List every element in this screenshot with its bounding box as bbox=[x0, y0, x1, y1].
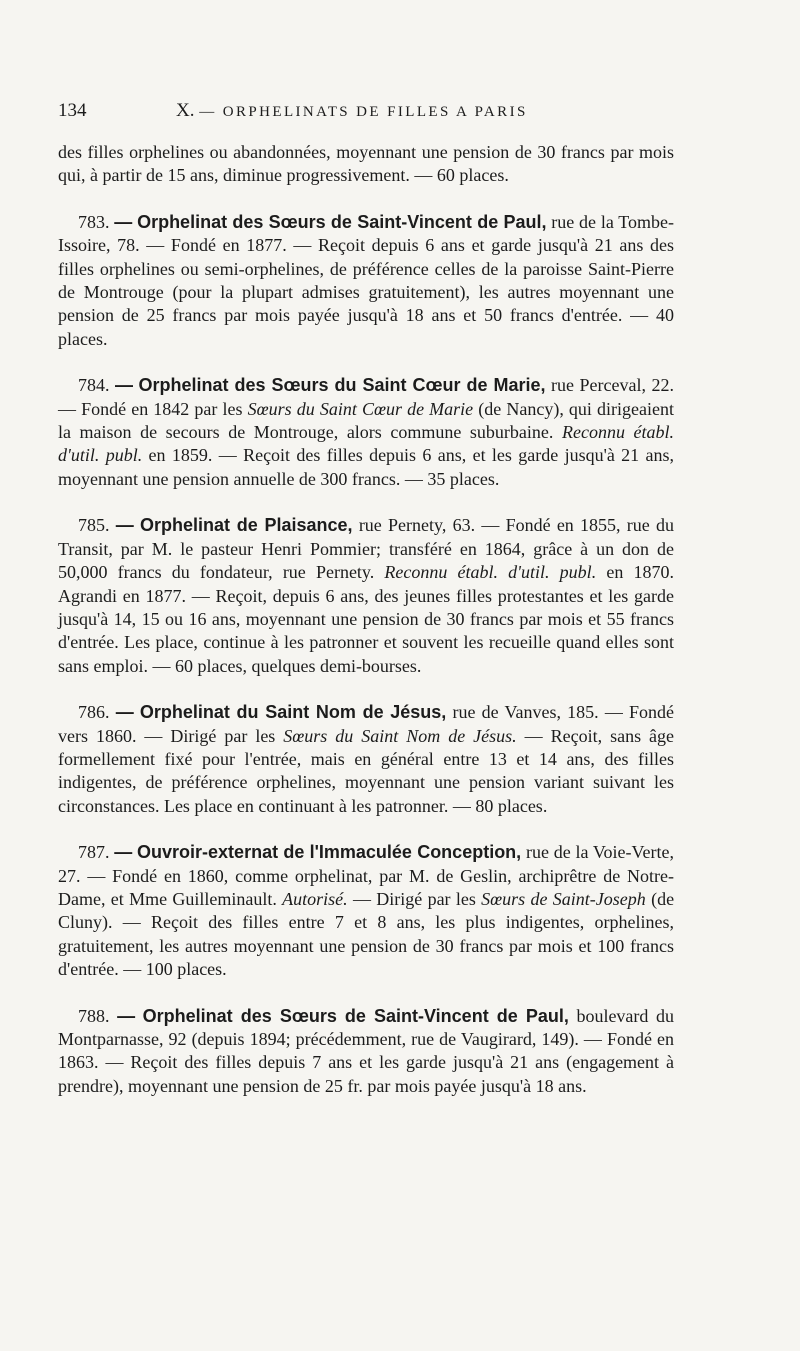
entry-title: Orphelinat du Saint Nom de Jésus, bbox=[139, 702, 447, 723]
entry-text: (de Nancy), qui dirigeaient la maison de secours de Montrouge, alors commune suburbaine. bbox=[58, 398, 675, 443]
entry-text: rue Pernety, 63. — Fondé en 1855, rue du Transit, par M. le pasteur Henri Pommier; transféré en 1864, grâce à un don de 50,000 francs du fondateur, rue Pernety. bbox=[58, 515, 675, 583]
entry-text: (de Cluny). — Reçoit des filles entre 7 et 8 ans, les plus indigentes, orphelines, gratuitement, les autres moyennant une pension de 30 francs par mois et 100 francs d'entrée. — 100 places. bbox=[58, 888, 675, 980]
page-number: 134 bbox=[58, 100, 87, 121]
running-header bbox=[58, 100, 672, 122]
entry-italic: Reconnu établ. d'util. publ. bbox=[384, 562, 597, 583]
page-body bbox=[58, 141, 674, 1098]
entry-title: Orphelinat de Plaisance, bbox=[140, 515, 353, 536]
entry-italic: Sœurs du Saint Cœur de Marie bbox=[247, 398, 474, 419]
intro-paragraph: des filles orphelines ou abandonnées, moyennant une pension de 30 francs par mois qui, à partir de 15 ans, diminue progressivement. — 60 places. bbox=[58, 142, 674, 186]
entry-title: Orphelinat des Sœurs de Saint-Vincent de Paul, bbox=[142, 1005, 569, 1026]
entry-dash: — bbox=[117, 1005, 136, 1026]
entry-italic: Autorisé. bbox=[282, 888, 348, 909]
entry-title: Orphelinat des Sœurs du Saint Cœur de Marie, bbox=[138, 375, 546, 396]
entry-dash: — bbox=[114, 211, 133, 232]
entry-number: 788. bbox=[78, 1005, 110, 1026]
entry-text: rue de la Voie-Verte, 27. — Fondé en 1860, comme orphelinat, par M. de Geslin, archiprêtre de Notre-Dame, et Mme Guilleminault. bbox=[58, 842, 675, 909]
entry-title: Ouvroir-externat de l'Immaculée Conception, bbox=[137, 842, 522, 863]
entry-text: en 1859. — Reçoit des filles depuis 6 ans, et les garde jusqu'à 21 ans, moyennant une pension annuelle de 300 francs. — 35 places. bbox=[58, 445, 674, 489]
entry-784 bbox=[58, 374, 674, 491]
entry-text: boulevard du Montparnasse, 92 (depuis 1894; précédemment, rue de Vaugirard, 149). — Fondé en 1863. — Reçoit des filles depuis 7 ans et les garde jusqu'à 21 ans (engagement à prendre), moyennant une pension de 25 fr. par mois payée jusqu'à 18 ans. bbox=[58, 1005, 674, 1096]
entry-italic: Reconnu établ. d'util. publ. bbox=[58, 422, 675, 466]
entry-number: 784. bbox=[78, 375, 110, 396]
entry-italic: Sœurs du Saint Nom de Jésus. bbox=[283, 725, 517, 746]
entry-dash: — bbox=[115, 375, 133, 396]
entry-number: 783. bbox=[78, 211, 110, 232]
entry-number: 786. bbox=[78, 702, 110, 723]
entry-dash: — bbox=[115, 702, 134, 723]
entry-text: rue de la Tombe-Issoire, 78. — Fondé en 1877. — Reçoit depuis 6 ans et garde jusqu'à 21 ans des filles orphelines ou semi-orphelines, de préférence celles de la paroisse Saint-Pierre de Montrouge (pour la plupart admises gratuitement), les autres moyennant une pension de 25 francs par mois payée jusqu'à 18 ans et 50 francs d'entrée. — 40 places. bbox=[58, 211, 674, 349]
entry-dash: — bbox=[115, 515, 134, 536]
entry-text: — Reçoit, sans âge formellement fixé pour l'entrée, mais en général entre 13 et 14 ans, des filles indigentes, de préférence orphelines, moyennant une pension variant suivant les circonstances. Les place en continuant à les patronner. — 80 places. bbox=[58, 725, 675, 816]
entry-788 bbox=[58, 1005, 674, 1099]
entry-783 bbox=[58, 211, 674, 351]
entry-text: rue Perceval, 22. — Fondé en 1842 par les bbox=[58, 375, 674, 419]
entry-text: en 1870. Agrandi en 1877. — Reçoit, depuis 6 ans, des jeunes filles protestantes et les garde jusqu'à 14, 15 ou 16 ans, moyennant une pension de 30 francs par mois et 55 francs d'entrée. Les place, continue à les patronner et souvent les recueille quand elles sont sans emploi. — 60 places, quelques demi-bourses. bbox=[58, 562, 674, 676]
entry-title: Orphelinat des Sœurs de Saint-Vincent de Paul, bbox=[137, 211, 547, 232]
entry-number: 785. bbox=[78, 515, 110, 536]
entry-text: — Dirigé par les bbox=[352, 888, 476, 909]
entry-dash: — bbox=[114, 842, 133, 863]
section-title: — ORPHELINATS DE FILLES A PARIS bbox=[199, 104, 528, 120]
entry-786 bbox=[58, 701, 674, 818]
entry-text: rue de Vanves, 185. — Fondé vers 1860. — Dirigé par les bbox=[58, 702, 675, 746]
entry-785 bbox=[58, 514, 674, 678]
entry-italic: Sœurs de Saint-Joseph bbox=[481, 888, 646, 909]
entry-787 bbox=[58, 841, 674, 981]
section-number: X. bbox=[176, 100, 195, 121]
entry-number: 787. bbox=[78, 842, 110, 863]
